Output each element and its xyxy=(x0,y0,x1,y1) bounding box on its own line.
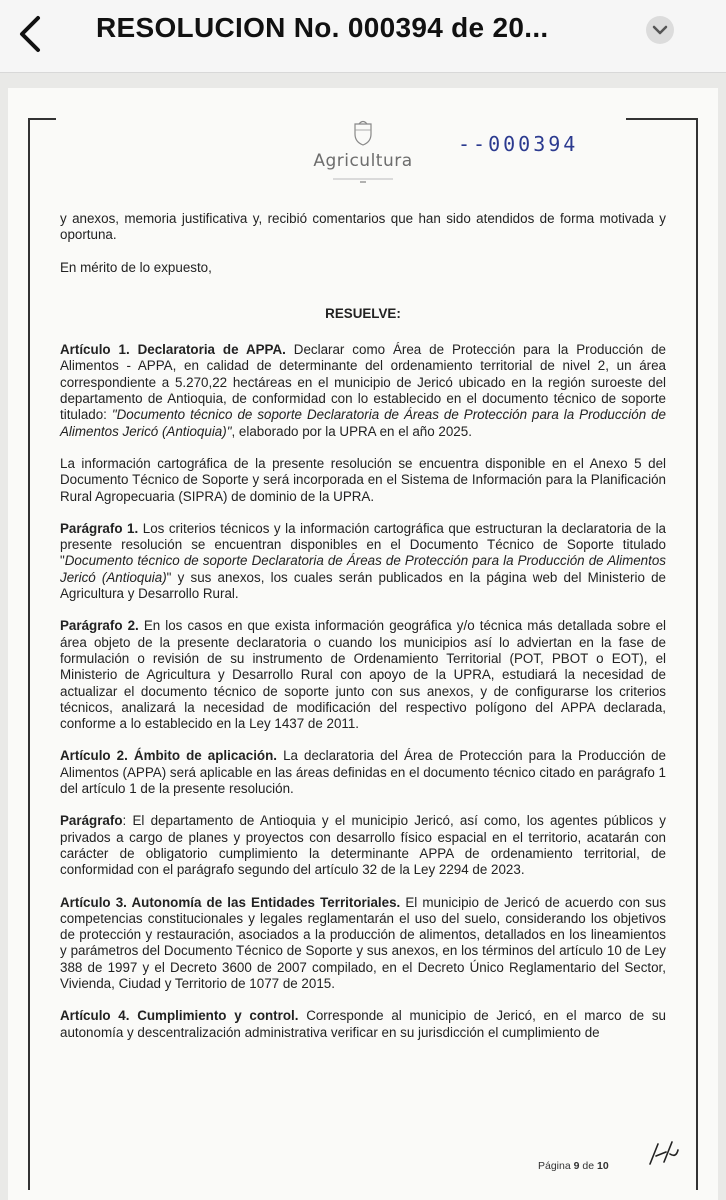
signature-initials xyxy=(644,1138,684,1168)
chevron-left-icon xyxy=(14,14,50,54)
document-title: RESOLUCION No. 000394 de 20... xyxy=(96,12,549,43)
paragrafo-text: En los casos en que exista información geográfica y/o técnica más detallada sobre el área objeto de la presente declaratoria o cuando los municipios así lo adviertan en la fase de formulación o revisión de su instrumento de Ordenamiento Territorial (POT, PBOT o EOT), el Ministerio de Agricultura y Desarrollo Rural con apoyo de la UPRA, estudiará la necesidad de actualizar el documento técnico de soporte junto con sus anexos, y de configurarse los criterios técnicos, analizará la necesidad de modificación del respectivo polígono del APPA declarada, conforme a lo establecido en la Ley 1437 de 2011. xyxy=(60,618,666,732)
article-title: Artículo 1. Declaratoria de APPA. xyxy=(60,342,286,358)
resolution-number-stamp: --000394 xyxy=(458,132,579,156)
article-title: Artículo 3. Autonomía de las Entidades Territoriales. xyxy=(60,894,401,910)
paragraph: y anexos, memoria justificativa y, recibió comentarios que han sido atendidos de forma motivada y oportuna. xyxy=(60,211,666,243)
page-total: 10 xyxy=(597,1160,609,1172)
document-body xyxy=(60,211,666,1057)
paragrafo-2 xyxy=(60,618,666,732)
article-1 xyxy=(60,342,666,440)
document-page[interactable] xyxy=(8,88,718,1200)
paragraph: En mérito de lo expuesto, xyxy=(60,259,212,275)
article-italic: "Documento técnico de soporte Declaratoria de Áreas de Protección para la Producción de Alimentos Jericó (Antioquia)" xyxy=(60,407,666,439)
article-text: Declarar como Área de Protección para la Producción de Alimentos - APPA, en calidad de determinante del ordenamiento territorial de nivel 2, un área correspondiente a 5.270,22 hectáreas en el municipio de Jericó ubicado en la región suroeste del departamento de Antioquia, de conformidad con lo establecido en el documento técnico de soporte titulado: xyxy=(60,342,666,423)
paragraph: La información cartográfica de la presente resolución se encuentra disponible en el Anexo 5 del Documento Técnico de Soporte y será incorporada en el Sistema de Información para la Planificación Rural Agropecuaria (SIPRA) de dominio de la UPRA. xyxy=(60,455,666,504)
paragrafo-1 xyxy=(60,521,666,602)
paragrafo-3 xyxy=(60,813,666,878)
paragrafo-text: Los criterios técnicos y la información cartográfica que estructuran la declaratoria de la presente resolución se encuentran disponibles en el Documento Técnico de Soporte titulado " xyxy=(60,520,667,569)
logo-text: Agricultura xyxy=(313,151,413,171)
article-title: Artículo 4. Cumplimiento y control. xyxy=(60,1008,299,1024)
page-of: de xyxy=(582,1160,595,1172)
page-current: 9 xyxy=(573,1160,580,1172)
logo-underline xyxy=(308,176,418,184)
back-button[interactable] xyxy=(14,14,50,54)
ministry-logo xyxy=(308,118,418,189)
article-text: El municipio de Jericó de acuerdo con sus competencias constitucionales y legales reglamentarán el uso del suelo, considerando los objetivos de protección y restauración, asociados a la producción de alimentos, detallados en los lineamientos y parámetros del Documento Técnico de Soporte y sus anexos, en los términos del artículo 10 de Ley 388 de 1997 y el Decreto 3600 de 2007 compilado, en el Decreto Único Reglamentario del Sector, Vivienda, Ciudad y Territorio de 1077 de 2015. xyxy=(60,894,666,991)
article-4 xyxy=(60,1008,666,1041)
top-bar xyxy=(0,0,726,73)
resuelve-heading: RESUELVE: xyxy=(325,305,401,321)
page-number xyxy=(538,1160,609,1172)
paragrafo-title: Parágrafo 1. xyxy=(60,520,139,536)
title-menu-button[interactable] xyxy=(646,16,674,44)
paragrafo-italic: Documento técnico de soporte Declaratoria de Áreas de Protección para la Producción de Alimentos Jericó (Antioquia) xyxy=(60,553,666,585)
article-text: Corresponde al municipio de Jericó, en el marco de su autonomía y descentralización administrativa verificar en su jurisdicción el cumplimiento de xyxy=(60,1008,666,1040)
article-title: Artículo 2. Ámbito de aplicación. xyxy=(60,748,277,764)
paragrafo-title: Parágrafo 2. xyxy=(60,618,139,634)
coat-of-arms-icon xyxy=(350,118,376,146)
article-text-end: , elaborado por la UPRA en el año 2025. xyxy=(231,423,472,439)
paragrafo-title: Parágrafo xyxy=(60,813,123,829)
article-3 xyxy=(60,895,666,993)
chevron-down-icon xyxy=(646,16,674,44)
paragrafo-text-end: " y sus anexos, los cuales serán publicados en la página web del Ministerio de Agricultura y Desarrollo Rural. xyxy=(60,569,666,602)
paragrafo-text: : El departamento de Antioquia y el municipio Jericó, así como, los agentes públicos y privados a cargo de planes y proyectos con desarrollo físico espacial en el territorio, acatarán con carácter de obligatorio cumplimiento la determinante APPA de ordenamiento territorial, de conformidad con el parágrafo segundo del artículo 32 de la Ley 2294 de 2023. xyxy=(60,813,666,878)
article-text: La declaratoria del Área de Protección para la Producción de Alimentos (APPA) será aplicable en las áreas definidas en el documento técnico citado en parágrafo 1 del artículo 1 de la presente resolución. xyxy=(60,748,666,797)
page-label: Página xyxy=(538,1160,571,1172)
article-2 xyxy=(60,748,666,797)
